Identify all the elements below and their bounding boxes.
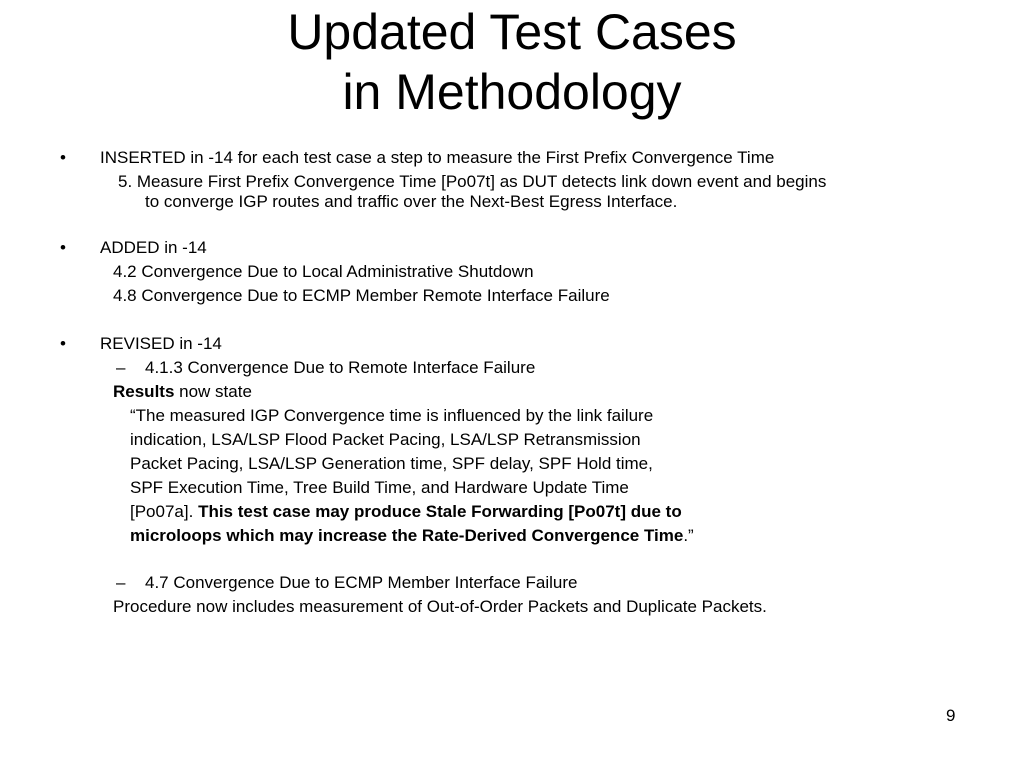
quote-end: .” <box>683 526 694 545</box>
results-label: Results <box>113 382 175 401</box>
added-heading: ADDED in -14 <box>100 238 207 257</box>
revised-item-2-title: 4.7 Convergence Due to ECMP Member Interface Failure <box>145 573 578 592</box>
inserted-heading: INSERTED in -14 for each test case a step to measure the First Prefix Convergence Time <box>100 148 775 167</box>
bullet-icon: • <box>60 238 66 257</box>
quote-emphasis: This test case may produce Stale Forwarding [Po07t] due to <box>198 502 682 521</box>
bullet-icon: • <box>60 334 66 353</box>
quote-line-5 <box>130 502 682 522</box>
quote-line-1: “The measured IGP Convergence time is influenced by the link failure <box>130 406 654 425</box>
results-line <box>113 382 252 402</box>
procedure-text: Procedure now includes measurement of Out-of-Order Packets and Duplicate Packets. <box>113 597 767 616</box>
dash-icon: – <box>116 358 126 377</box>
revised-heading: REVISED in -14 <box>100 334 222 353</box>
quote-line-6 <box>130 526 694 546</box>
inserted-step-line-2: to converge IGP routes and traffic over the Next-Best Egress Interface. <box>145 192 678 211</box>
inserted-step-line-1: 5. Measure First Prefix Convergence Time [Po07t] as DUT detects link down event and begins <box>118 172 827 191</box>
quote-emphasis: microloops which may increase the Rate-Derived Convergence Time <box>130 526 684 545</box>
page-number: 9 <box>946 706 956 725</box>
bullet-icon: • <box>60 148 66 167</box>
added-item: 4.2 Convergence Due to Local Administrative Shutdown <box>113 262 534 281</box>
quote-reference: [Po07a]. <box>130 502 199 521</box>
results-text: now state <box>174 382 252 401</box>
dash-icon: – <box>116 573 126 592</box>
slide-title-line-1: Updated Test Cases <box>287 4 737 60</box>
quote-line-2: indication, LSA/LSP Flood Packet Pacing, LSA/LSP Retransmission <box>130 430 641 449</box>
slide-title <box>0 2 1024 122</box>
revised-item-1-title: 4.1.3 Convergence Due to Remote Interface Failure <box>145 358 536 377</box>
added-item: 4.8 Convergence Due to ECMP Member Remote Interface Failure <box>113 286 610 305</box>
slide-title-line-2: in Methodology <box>342 64 682 120</box>
quote-line-3: Packet Pacing, LSA/LSP Generation time, SPF delay, SPF Hold time, <box>130 454 653 473</box>
quote-line-4: SPF Execution Time, Tree Build Time, and Hardware Update Time <box>130 478 629 497</box>
